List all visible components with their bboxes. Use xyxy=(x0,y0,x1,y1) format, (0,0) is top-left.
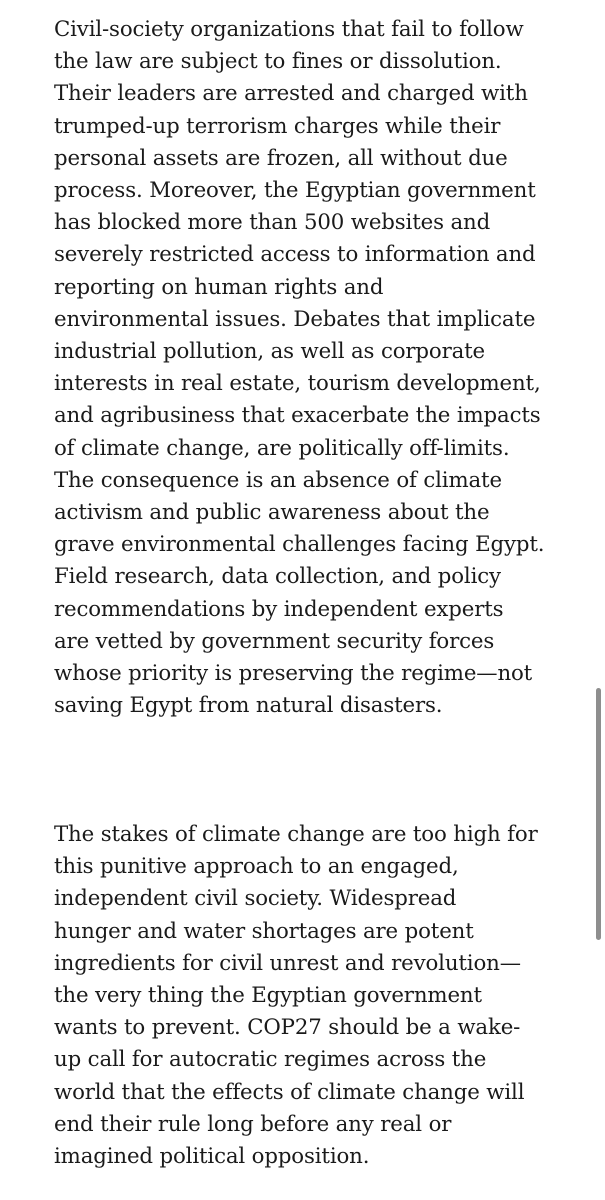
text-line: process. Moreover, the Egyptian government xyxy=(54,178,536,204)
text-line: wants to prevent. COP27 should be a wake- xyxy=(54,1015,521,1041)
text-line: grave environmental challenges facing Egypt. xyxy=(54,532,545,558)
text-line: reporting on human rights and xyxy=(54,274,384,300)
text-line: imagined political opposition. xyxy=(54,1144,370,1170)
text-line: the law are subject to fines or dissolution. xyxy=(54,49,502,75)
paragraph-1 xyxy=(54,14,544,722)
text-line: trumped-up terrorism charges while their xyxy=(54,113,501,139)
text-line: up call for autocratic regimes across the xyxy=(54,1047,487,1073)
text-line: independent civil society. Widespread xyxy=(54,886,457,912)
text-line: The consequence is an absence of climate xyxy=(54,467,502,493)
text-line: Field research, data collection, and policy xyxy=(54,564,501,590)
text-line: hunger and water shortages are potent xyxy=(54,918,474,944)
text-line: saving Egypt from natural disasters. xyxy=(54,693,443,719)
text-line: interests in real estate, tourism development, xyxy=(54,371,541,397)
text-line: recommendations by independent experts xyxy=(54,596,504,622)
text-line: of climate change, are politically off-limits. xyxy=(54,435,510,461)
text-line: personal assets are frozen, all without due xyxy=(54,145,508,171)
text-line: Civil-society organizations that fail to follow xyxy=(54,17,524,42)
text-line: has blocked more than 500 websites and xyxy=(54,210,491,236)
text-line: activism and public awareness about the xyxy=(54,500,490,526)
text-line: severely restricted access to information and xyxy=(54,242,536,268)
text-line: whose priority is preserving the regime—not xyxy=(54,661,533,687)
text-line: end their rule long before any real or xyxy=(54,1111,452,1137)
text-line: world that the effects of climate change will xyxy=(54,1079,525,1105)
text-line: and agribusiness that exacerbate the impacts xyxy=(54,403,541,429)
text-line: are vetted by government security forces xyxy=(54,628,495,654)
text-line: Their leaders are arrested and charged with xyxy=(54,81,528,107)
text-line: The stakes of climate change are too high for xyxy=(54,822,538,847)
scrollbar-thumb[interactable] xyxy=(596,688,601,940)
paragraph-2 xyxy=(54,819,538,1173)
text-line: environmental issues. Debates that implicate xyxy=(54,306,536,332)
text-line: industrial pollution, as well as corporate xyxy=(54,339,486,365)
text-line: the very thing the Egyptian government xyxy=(54,983,482,1009)
text-line: ingredients for civil unrest and revolution— xyxy=(54,950,521,976)
text-line: this punitive approach to an engaged, xyxy=(54,854,459,880)
